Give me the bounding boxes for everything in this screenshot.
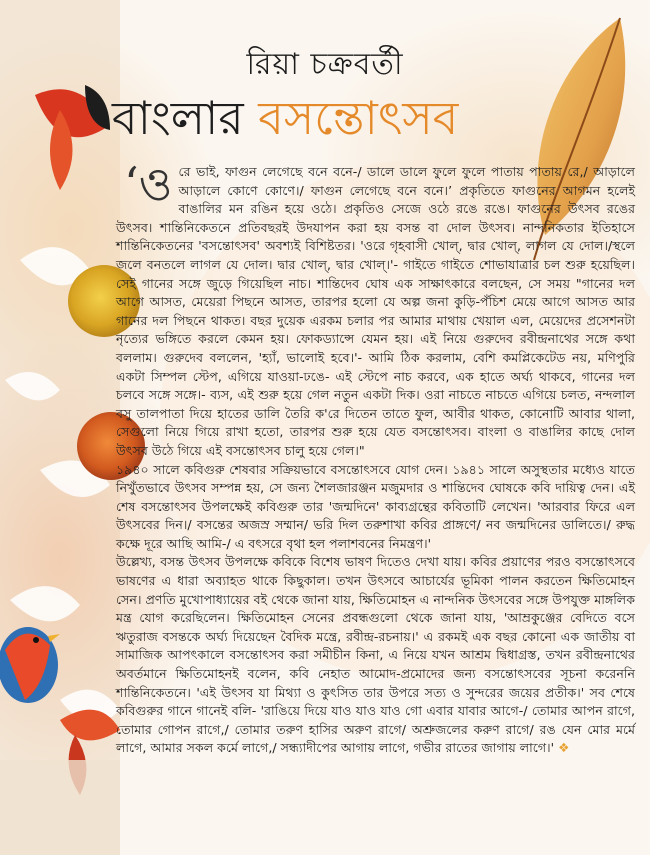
paragraph-3-text: উল্লেখ্য, বসন্ত উৎসব উপলক্ষে কবিকে বিশেষ ভাষণ দিতেও দেখা যায়। কবির প্রয়াণের পরও বসন্তোৎসবে ভাষণের এ ধারা অব্যাহত থাকে কিছুকাল। তখন উৎসবে আচার্যের ভূমিকা পালন করতেন ক্ষিতিমোহন সেন। প্রণতি মুখোপাধ্যায়ের বই থেকে জানা যায়, ক্ষিতিমোহন এ নান্দনিক উৎসবের সঙ্গে উপযুক্ত মাঙ্গলিক মন্ত্র যোগ করেছিলেন। ক্ষিতিমোহন সেনের প্রবন্ধগুলো থেকে জানা যায়, 'আম্রকুঞ্জের বেদিতে বসে ঋতুরাজ বসন্তকে অর্ঘ্য দিয়েছেন বৈদিক মন্ত্রে, রবীন্দ্র-রচনায়।' এ রকমই এক বছর কোনো এক জাতীয় বা সামাজিক আপৎকালে বসন্তোৎসব করা সমীচীন কিনা, এ নিয়ে যখন আশ্রম দ্বিধাগ্রস্ত, তখন রবীন্দ্রনাথের অবর্তমানে ক্ষিতিমোহনই বলেন, কবি নেহাত আমোদ-প্রমোদের জন্য বসন্তোৎসবের সূচনা করেননি শান্তিনিকেতনে। 'এই উৎসব যা মিথ্যা ও কুৎসিত তার উপরে সত্য ও সুন্দরের জয়ের প্রতীক।' সব শেষে কবিগুরুর গানে গানেই বলি- 'রাঙিয়ে দিয়ে যাও যাও যাও গো এবার যাবার আগে-/ তোমার আপন রাগে, তোমার গোপন রাগে,/ তোমার তরুণ হাসির অরুণ রাগে/ অশ্রুজলের করুণ রাগে/ রঙ যেন মোর মর্মে লাগে, আমার সকল কর্মে লাগে,/ সন্ধ্যাদীপের আগায় লাগে, গভীর রাতের জাগায় লাগে।'	[116, 554, 635, 756]
drop-cap: ‘ও	[124, 157, 173, 211]
article-paragraph-2: ১৯৪০ সালে কবিগুরু শেষবার সক্রিয়ভাবে বসন্তোৎসবে যোগ দেন। ১৯৪১ সালে অসুস্থতার মধ্যেও যাতে নিখুঁতভাবে উৎসব সম্পন্ন হয়, সে জন্য শৈলজারঞ্জন মজুমদার ও শান্তিদেব ঘোষকে কবি দায়িত্ব দেন। এই শেষ বসন্তোৎসব উপলক্ষেই কবিগুরু তার 'জন্মদিনে' কাব্যগ্রন্থের কবিতাটি লেখেন। 'আরবার ফিরে এল উৎসবের দিন।/ বসন্তের অজস্র সম্মান/ ভরি দিল তরুশাখা কবির প্রাঙ্গণে/ নব জন্মদিনের ডালিতে।/ রুদ্ধ কক্ষে দূরে আছি আমি-/ এ বৎসরে বৃথা হল পলাশবনের নিমন্ত্রণ।'	[116, 461, 635, 551]
article-title	[112, 88, 458, 148]
end-mark-icon: ❖	[558, 740, 570, 756]
title-part-two: বসন্তোৎসব	[258, 91, 459, 145]
author-name: রিয়া চক্রবর্তী	[246, 47, 404, 82]
title-part-one: বাংলার	[112, 91, 244, 145]
article-paragraph-3	[116, 553, 635, 758]
article-paragraph-1	[116, 157, 635, 461]
paragraph-1-text: রে ভাই, ফাগুন লেগেছে বনে বনে-/ ডালে ডালে ফুলে ফুলে পাতায় পাতায় রে,/ আড়ালে আড়ালে কোণে কোণে।/ ফাগুন লেগেছে বনে বনে।’ প্রকৃতিতে ফাগুনের আগমন হলেই বাঙালির মন রঙিন হয়ে ওঠে। প্রকৃতিও সেজে ওঠে রঙে রঙে। ফাগুনের উৎসব রঙের উৎসব। শান্তিনিকেতনে প্রতিবছরই উদযাপন করা হয় বসন্ত বা দোল উৎসব। নান্দনিকতার ইতিহাসে শান্তিনিকেতনের 'বসন্তোৎসব' অবশ্যই বিশিষ্টতর। 'ওরে গৃহবাসী খোল্‌, দ্বার খোল্‌, লাগল যে দোল।/স্থলে জলে বনতলে লাগল যে দোল। দ্বার খোল্‌, দ্বার খোল্‌।'- গাইতে গাইতে শোভাযাত্রার চল শুরু হয়েছিল। সেই গানের সঙ্গে জুড়ে গিয়েছিল নাচ। শান্তিদেব ঘোষ এক সাক্ষাৎকারে বলছেন, সে সময় "গানের দল আগে আসত, মেয়েরা পিছনে আসত, তারপর হলো যে অল্প জনা কুড়ি-পঁচিশ মেয়ে আগে আসত আর গানের দল পিছনে থাকত। বছর দুয়েক এরকম চলার পর আমার মাথায় খেয়াল এল, মেয়েদের প্রসেশনটা নৃত্যের ভঙ্গিতে করলে কেমন হয়। ফোকড্যান্সে যেমন হয়। এই নিয়ে গুরুদেব রবীন্দ্রনাথের সঙ্গে কথা বললাম। গুরুদেব বললেন, 'হ্যাঁ, ভালোই হবে।'- আমি ঠিক করলাম, বেশি কমপ্লিকেটেড নয়, মণিপুরি একটা সিম্পল স্টেপ, এগিয়ে যাওয়া-ঢঙে- এই স্টেপে নাচ করবে, এক হাতে অর্ঘ্য থাকবে, গানের দল চলবে সঙ্গে সঙ্গে।- ব্যস, এই শুরু হয়ে গেল নতুন একটা দিক। ওরা নাচতে নাচতে এগিয়ে চলত, নন্দলাল বসু তালপাতা দিয়ে হাতের ডালি তৈরি ক'রে দিতেন তাতে ফুল, আবীর থাকত, কোনোটি আবার থালা, সেগুলো নিয়ে গিয়ে রাখা হতো, তারপর শুরু হয়ে যেত বসন্তোৎসব। বাংলা ও বাঙালির কাছে দোল উৎসব উঠে গিয়ে এই বসন্তোৎসব চালু হয়ে গেল।"	[116, 164, 635, 458]
article-body	[116, 157, 635, 758]
